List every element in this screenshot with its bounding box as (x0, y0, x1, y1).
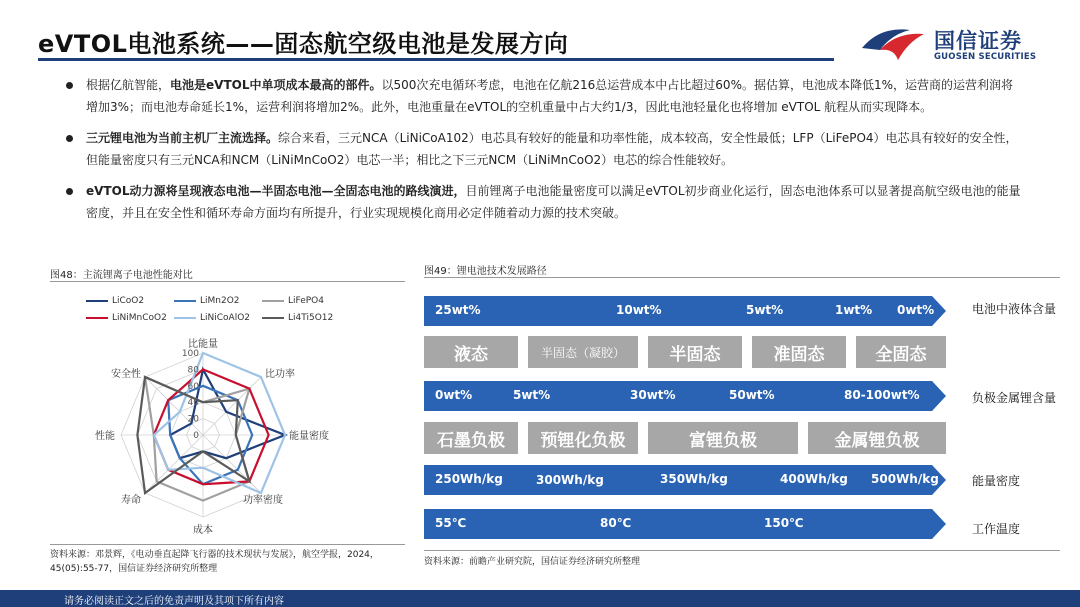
energy-density-arrow (424, 465, 946, 495)
row-side-label: 电池中液体含量 (972, 302, 1057, 316)
radar-axis-label: 寿命 (121, 494, 142, 506)
radar-axis-label: 功率密度 (242, 494, 283, 506)
arrow-label: 500Wh/kg (871, 472, 939, 486)
radar-tick-label: 80 (187, 365, 199, 376)
guosen-logo-icon (858, 24, 928, 64)
arrow-label: 55℃ (435, 516, 467, 530)
radar-axis-label: 安全性 (111, 369, 142, 381)
radar-axis-label: 比能量 (188, 339, 218, 350)
lithium-content-arrow (424, 381, 946, 411)
legend-item (86, 296, 144, 306)
radar-axis-label: 比功率 (264, 369, 295, 381)
legend-label: Li4Ti5O12 (288, 313, 334, 323)
figure48-source: 资料来源：邓景辉，《电动垂直起降飞行器的技术现状与发展》，航空学报，2024，45(05):55-77，国信证券经济研究所整理 (50, 550, 379, 574)
anode-box: 预锂化负极 (528, 422, 638, 454)
row-side-label: 能量密度 (972, 474, 1021, 488)
arrow-label: 5wt% (513, 388, 551, 402)
row-side-label: 工作温度 (972, 522, 1021, 536)
arrow-label: 300Wh/kg (536, 473, 604, 487)
footer-disclaimer: 请务必阅读正文之后的免责声明及其项下所有内容 (64, 596, 284, 607)
radar-tick-label: 20 (187, 414, 199, 425)
radar-axis-label: 性能 (95, 431, 115, 442)
bullet-text: 综合来看，三元NCA（LiNiCoA102）电芯具有较好的能量和功率性能，成本较高，安全性最低；LFP（LiFePO4）电芯具有较好的安全性，但能量密度只有三元NCA和NCM（LiNiMnCoO2）电芯一半；相比之下三元NCM（LiNiMnCoO2）电芯的综合性能较好。 (86, 131, 1018, 167)
figure49-source-rule (424, 550, 1060, 551)
stage-box: 液态 (424, 336, 518, 368)
legend-swatch (86, 317, 108, 319)
anode-box: 石墨负极 (424, 422, 518, 454)
legend-label: LiCoO2 (112, 296, 145, 306)
anode-box: 富锂负极 (648, 422, 798, 454)
legend-label: LiMn2O2 (200, 296, 240, 306)
bullet-item (62, 127, 1022, 171)
bullet-dot (66, 135, 73, 142)
bullet-dot (66, 188, 73, 195)
figure49-caption: 图49：锂电池技术发展路径 (424, 266, 547, 277)
arrow-label: 10wt% (616, 303, 662, 317)
legend-swatch (174, 317, 196, 319)
arrow-label: 0wt% (435, 388, 473, 402)
title-underline (38, 58, 834, 61)
legend-item (262, 313, 333, 323)
radar-tick-label: 0 (193, 431, 199, 441)
legend-label: LiFePO4 (288, 296, 324, 306)
arrow-label: 30wt% (630, 388, 676, 402)
legend-swatch (262, 317, 284, 319)
figure48-caption-rule (50, 281, 405, 282)
radar-axis-label: 成本 (193, 525, 213, 536)
anode-box: 金属锂负极 (808, 422, 946, 454)
figure48-source-rule (50, 544, 405, 545)
bullet-bold: 电池是eVTOL中单项成本最高的部件。 (170, 78, 382, 92)
liquid-content-arrow (424, 296, 946, 326)
stage-box: 全固态 (856, 336, 946, 368)
legend-label: LiNiMnCoO2 (112, 313, 167, 323)
stage-box: 半固态 (648, 336, 742, 368)
temperature-arrow (424, 509, 946, 539)
figure49-caption-rule (424, 277, 1060, 278)
row-side-label: 负极金属锂含量 (972, 391, 1057, 405)
arrow-label: 350Wh/kg (660, 472, 728, 486)
page-title: eVTOL电池系统——固态航空级电池是发展方向 (38, 30, 569, 58)
radar-tick-label: 40 (187, 398, 199, 409)
arrow-label: 250Wh/kg (435, 472, 503, 486)
guosen-logo (858, 22, 1058, 68)
bullet-text: 目前锂离子电池能量密度可以满足eVTOL初步商业化运行，固态电池体系可以显著提高航空级电池的能量密度，并且在安全性和循环寿命方面均有所提升，行业实现规模化商用必定伴随着动力源的技术突破。 (86, 184, 1021, 220)
figure49-source: 资料来源：前瞻产业研究院，国信证券经济研究所整理 (424, 557, 641, 567)
legend-item (174, 313, 250, 323)
legend-swatch (262, 300, 284, 302)
stage-box: 半固态（凝胶） (528, 336, 638, 368)
arrow-label: 50wt% (729, 388, 775, 402)
legend-swatch (86, 300, 108, 302)
radar-chart (80, 330, 380, 540)
bullet-dot (66, 82, 73, 89)
footer-bar (0, 590, 1080, 607)
stage-box: 准固态 (752, 336, 846, 368)
bullet-text: 以500次充电循环考虑，电池在亿航216总运营成本中占比超过60%。据估算，电池成本降低1%，运营商的运营利润将增加3%；而电池寿命延长1%，运营利润将增加2%。此外，电池重量在eVTOL的空机重量中占大约1/3，因此电池轻量化也将增加 eVTOL 航程从而实现降本。 (86, 78, 1014, 114)
bullet-item (62, 74, 1022, 118)
bullet-bold: 三元锂电池为当前主机厂主流选择。 (86, 131, 279, 145)
legend-item (262, 296, 324, 306)
radar-tick-label: 100 (181, 349, 199, 359)
arrow-shape (424, 509, 946, 539)
logo-name: 国信证券 (934, 29, 1022, 53)
arrow-label: 150℃ (764, 516, 804, 530)
arrow-label: 1wt% (835, 303, 873, 317)
figure48-caption: 图48：主流锂离子电池性能对比 (50, 270, 193, 281)
arrow-label: 400Wh/kg (780, 472, 848, 486)
legend-item (86, 313, 167, 323)
arrow-label: 5wt% (746, 303, 784, 317)
legend-item (174, 296, 240, 306)
radar-tick-label: 60 (187, 381, 199, 392)
legend-label: LiNiCoAlO2 (200, 313, 251, 323)
arrow-label: 80-100wt% (844, 388, 920, 402)
arrow-label: 80℃ (600, 516, 632, 530)
bullet-item (62, 180, 1022, 224)
bullet-bold: eVTOL动力源将呈现液态电池—半固态电池—全固态电池的路线演进， (86, 184, 466, 198)
logo-english: GUOSEN SECURITIES (934, 52, 1037, 62)
bullet-list (62, 74, 1022, 233)
bullet-pre: 根据亿航智能， (86, 78, 171, 92)
arrow-label: 25wt% (435, 303, 481, 317)
radar-axis-label: 能量密度 (289, 431, 329, 442)
arrow-label: 0wt% (897, 303, 935, 317)
legend-swatch (174, 300, 196, 302)
